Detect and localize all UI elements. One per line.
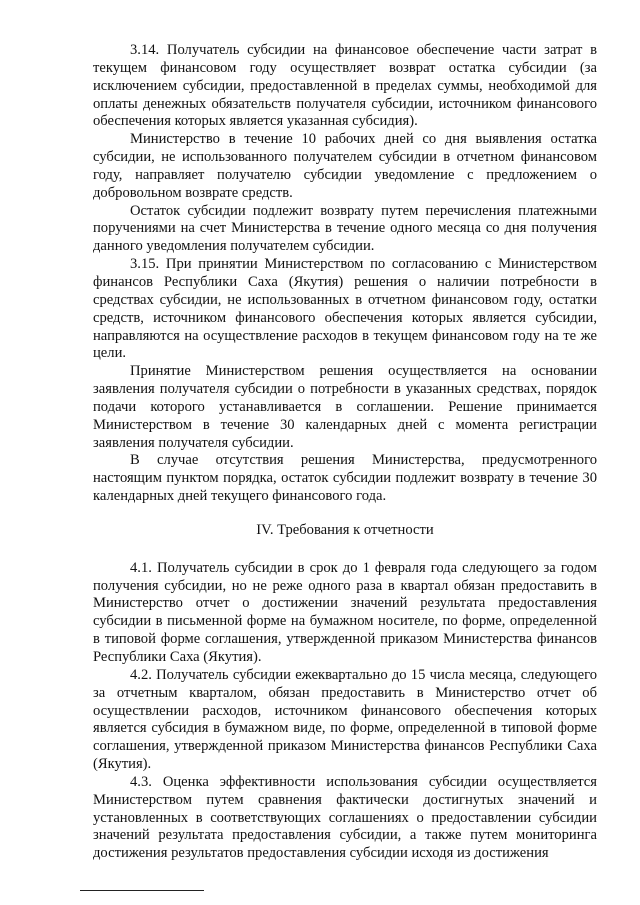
paragraph-4-3: 4.3. Оценка эффективности использования субсидии осуществляется Министерством путем сравнения фактически достигнутых значений и установленных в соответствующих соглашениях о предоставлении субсидии значений результата предоставления субсидии, а также путем мониторинга достижения результатов предоставления субсидии исходя из достижения xyxy=(93,773,597,862)
paragraph-4-2: 4.2. Получатель субсидии ежеквартально до 15 числа месяца, следующего за отчетным кварталом, обязан предоставить в Министерство отчет об осуществлении расходов, источником финансового обеспечения которых является субсидия в бумажном виде, по форме, определенной в типовой форме соглашения, утвержденной приказом Министерства финансов Республики Саха (Якутия). xyxy=(93,666,597,773)
section-heading: IV. Требования к отчетности xyxy=(256,521,434,538)
paragraph-decision: Принятие Министерством решения осуществляется на основании заявления получателя субсидии о потребности в указанных средствах, порядок подачи которого устанавливается в соглашении. Решение принимается Министерством в течение 30 календарных дней с момента регистрации заявления получателя субсидии. xyxy=(93,363,597,451)
paragraph-no-decision: В случае отсутствия решения Министерства, предусмотренного настоящим пунктом порядка, остаток субсидии подлежит возврату в течение 30 календарных дней текущего финансового года. xyxy=(93,452,597,505)
document-body xyxy=(93,42,597,863)
paragraph-3-14: 3.14. Получатель субсидии на финансовое обеспечение части затрат в текущем финансовом году осуществляет возврат остатка субсидии (за исключением субсидии, предоставленной в пределах суммы, необходимой для оплаты денежных обязательств получателя субсидии, источником финансового обеспечения которых является указанная субсидия). xyxy=(93,42,597,130)
footnote-separator-line xyxy=(80,890,204,891)
paragraph-notice: Министерство в течение 10 рабочих дней со дня выявления остатка субсидии, не использованного получателем субсидии в отчетном финансовом году, направляет получателю субсидии уведомление с предложением о добровольном возврате средств. xyxy=(93,131,597,201)
paragraph-3-15: 3.15. При принятии Министерством по согласованию с Министерством финансов Республики Саха (Якутия) решения о наличии потребности в средствах субсидии, не использованных в отчетном финансовом году, остатки средств, источником финансового обеспечения которых является субсидии, направляются на осуществление расходов в текущем финансовом году на те же цели. xyxy=(93,256,597,362)
paragraph-return: Остаток субсидии подлежит возврату путем перечисления платежными поручениями на счет Министерства в течение одного месяца со дня получения данного уведомления получателем субсидии. xyxy=(93,202,597,255)
paragraph-4-1: 4.1. Получатель субсидии в срок до 1 февраля года следующего за годом получения субсидии, но не реже одного раза в квартал обязан предоставить в Министерство отчет о достижении значений результата предоставления субсидии в письменной форме на бумажном носителе, по форме, определенной в типовой форме соглашения, утвержденной приказом Министерства финансов Республики Саха (Якутия). xyxy=(93,559,597,665)
